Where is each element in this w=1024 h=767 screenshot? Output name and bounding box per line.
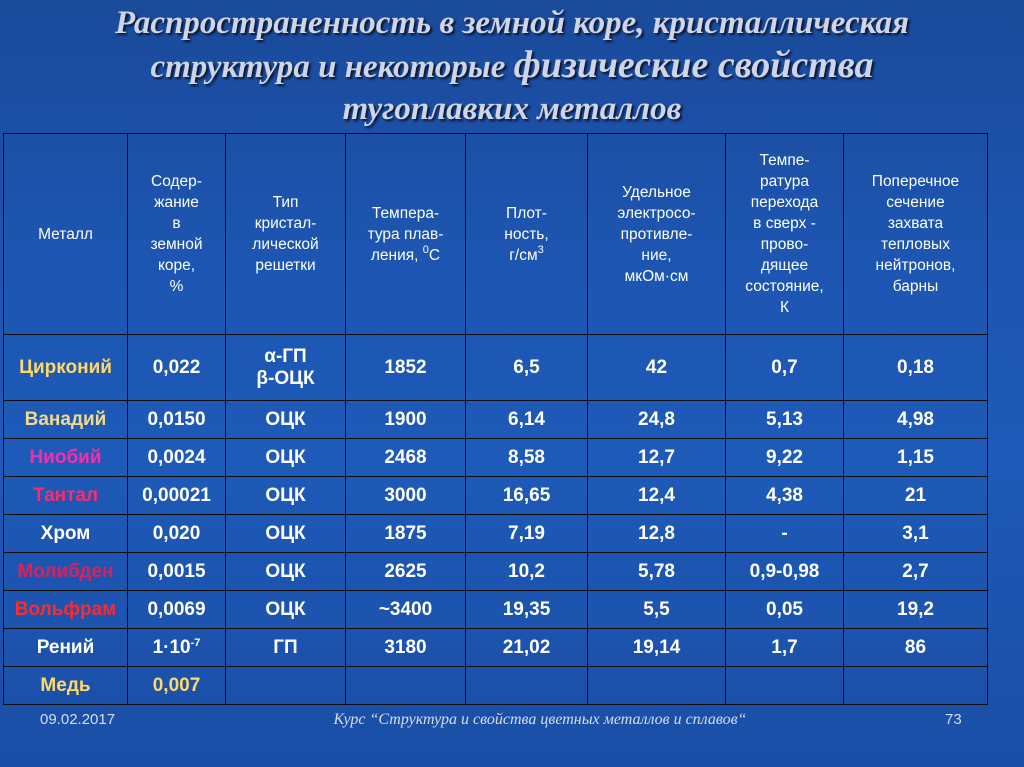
properties-table (3, 133, 988, 705)
table-cell (128, 591, 226, 629)
header-text: ратура (760, 173, 809, 190)
table-row (4, 629, 988, 667)
header-text: жание (154, 194, 199, 211)
table-cell: 19,35 (466, 591, 588, 629)
header-text: перехода (750, 194, 819, 211)
header-text: в сверх - (753, 215, 816, 232)
header-text: Удельное (622, 183, 691, 201)
header-text: кристал- (254, 215, 317, 232)
table-cell: 2,7 (844, 553, 988, 591)
column-header (588, 134, 726, 335)
column-header (726, 134, 844, 335)
lattice-type: ОЦК (265, 446, 306, 468)
table-cell: 3180 (346, 629, 466, 667)
table-cell (466, 667, 588, 705)
table-cell: 6,14 (466, 401, 588, 439)
header-text: ние, (641, 246, 672, 264)
table-cell: 42 (588, 335, 726, 401)
table-cell (226, 439, 346, 477)
table-cell: 9,22 (726, 439, 844, 477)
title-line-1: Распространенность в земной коре, кристаллическая (114, 5, 909, 41)
table-row (4, 335, 988, 401)
table-cell: 10,2 (466, 553, 588, 591)
lattice-type: ГП (273, 636, 298, 658)
abundance-value: 0,020 (152, 522, 201, 544)
header-text: электросо- (617, 204, 696, 222)
header-text: тура плав- (367, 225, 444, 243)
metal-name-cell: Тантал (4, 477, 128, 515)
table-row (4, 477, 988, 515)
header-text: земной (150, 236, 203, 253)
table-cell: ~3400 (346, 591, 466, 629)
table-cell: 1,15 (844, 439, 988, 477)
header-text: дящее (760, 257, 809, 274)
column-header (466, 134, 588, 335)
table-cell (226, 515, 346, 553)
table-header-row (4, 134, 988, 335)
header-text: % (169, 278, 184, 295)
metal-name-cell: Вольфрам (4, 591, 128, 629)
table-cell: 1900 (346, 401, 466, 439)
table-cell: 7,19 (466, 515, 588, 553)
table-cell: 19,2 (844, 591, 988, 629)
table-cell (128, 477, 226, 515)
table-cell (128, 629, 226, 667)
header-text: лической (252, 236, 319, 253)
column-header (128, 134, 226, 335)
table-cell: 12,4 (588, 477, 726, 515)
table-cell (128, 439, 226, 477)
header-text: мкОм·см (624, 267, 689, 285)
table-cell: 2468 (346, 439, 466, 477)
table-row (4, 439, 988, 477)
table-cell (226, 667, 346, 705)
table-cell: 5,5 (588, 591, 726, 629)
table-row (4, 515, 988, 553)
table-cell: 16,65 (466, 477, 588, 515)
table-cell: 12,8 (588, 515, 726, 553)
header-text: г/см (509, 246, 538, 264)
table-row (4, 591, 988, 629)
metal-name-cell: Ниобий (4, 439, 128, 477)
title-line-2a: структура и некоторые (150, 49, 514, 85)
lattice-type: ОЦК (265, 522, 306, 544)
table-row (4, 667, 988, 705)
metal-name-cell: Медь (4, 667, 128, 705)
table-cell: 1875 (346, 515, 466, 553)
table-cell (726, 667, 844, 705)
table-cell: 1852 (346, 335, 466, 401)
table-row (4, 553, 988, 591)
abundance-value: 0,022 (152, 356, 201, 378)
header-text: барны (892, 278, 939, 295)
header-text: состояние, (745, 278, 824, 295)
table-cell (128, 515, 226, 553)
header-text: ления, (370, 246, 423, 264)
header-text: решетки (255, 257, 316, 274)
table-cell: 12,7 (588, 439, 726, 477)
metal-name-cell: Рений (4, 629, 128, 667)
header-text: в (172, 215, 181, 232)
header-text: захвата (887, 215, 944, 232)
metal-name-cell: Молибден (4, 553, 128, 591)
abundance-value: 0,0150 (147, 408, 206, 430)
header-text: Плот- (506, 204, 547, 222)
header-text: сечение (886, 194, 945, 211)
table-cell: 4,38 (726, 477, 844, 515)
abundance-exponent: -7 (190, 636, 201, 649)
table-cell: 5,78 (588, 553, 726, 591)
table-cell (128, 667, 226, 705)
table-row (4, 401, 988, 439)
header-text: Металл (38, 225, 93, 243)
table-cell: 21,02 (466, 629, 588, 667)
abundance-value: 0,0015 (147, 560, 206, 582)
slide-title (20, 2, 1004, 127)
lattice-type: ОЦК (265, 408, 306, 430)
table-cell (128, 335, 226, 401)
table-cell (226, 335, 346, 401)
table-cell: 0,18 (844, 335, 988, 401)
table-cell: 21 (844, 477, 988, 515)
table-body (4, 335, 988, 705)
table-cell: 3,1 (844, 515, 988, 553)
table-cell: 5,13 (726, 401, 844, 439)
header-text: С (428, 246, 441, 264)
header-text: тепловых (881, 236, 950, 253)
header-superscript: 3 (537, 243, 544, 256)
table-cell: 3000 (346, 477, 466, 515)
lattice-type: β-ОЦК (256, 367, 315, 389)
header-text: противле- (620, 225, 693, 243)
metal-name-cell: Ванадий (4, 401, 128, 439)
table-cell: 6,5 (466, 335, 588, 401)
abundance-value: 0,0024 (147, 446, 206, 468)
table-cell: 4,98 (844, 401, 988, 439)
table-cell (226, 553, 346, 591)
table-cell: 24,8 (588, 401, 726, 439)
table-cell (226, 629, 346, 667)
table-cell (128, 401, 226, 439)
title-line-3: тугоплавких металлов (342, 91, 682, 127)
title-line-2 (150, 44, 874, 86)
table-cell: 1,7 (726, 629, 844, 667)
column-header (226, 134, 346, 335)
abundance-value: 0,007 (152, 674, 201, 696)
header-text: Содер- (151, 173, 202, 190)
table-cell: 2625 (346, 553, 466, 591)
table-cell (844, 667, 988, 705)
table-cell: 0,7 (726, 335, 844, 401)
table-cell (128, 553, 226, 591)
header-text: Поперечное (871, 173, 960, 190)
footer-course: Курс “Структура и свойства цветных металлов и сплавов“ (333, 711, 747, 728)
table-cell (226, 591, 346, 629)
metal-name-cell: Хром (4, 515, 128, 553)
metal-name-cell: Цирконий (4, 335, 128, 401)
header-text: ность, (504, 225, 549, 243)
table-cell: 0,9-0,98 (726, 553, 844, 591)
header-superscript: 0 (422, 243, 429, 256)
title-line-2b: физические свойства (513, 44, 874, 86)
header-text: Тип (272, 194, 299, 211)
header-text: нейтронов, (875, 257, 956, 274)
abundance-value: 0,0069 (147, 598, 206, 620)
lattice-type: ОЦК (265, 598, 306, 620)
column-header (844, 134, 988, 335)
lattice-type: ОЦК (265, 484, 306, 506)
abundance-value: 1·10 (152, 636, 191, 658)
footer-date: 09.02.2017 (40, 711, 116, 728)
header-text: прово- (760, 236, 809, 253)
table-cell (346, 667, 466, 705)
header-text: К (779, 299, 790, 316)
table-cell (226, 477, 346, 515)
header-text: Темпера- (371, 204, 440, 222)
abundance-value: 0,00021 (142, 484, 211, 506)
table-cell: 86 (844, 629, 988, 667)
table-cell: 19,14 (588, 629, 726, 667)
header-text: Темпе- (759, 152, 810, 169)
table-cell: 8,58 (466, 439, 588, 477)
table-cell: - (726, 515, 844, 553)
page-number: 73 (945, 711, 962, 728)
table-cell (588, 667, 726, 705)
table-cell (226, 401, 346, 439)
lattice-type: ОЦК (265, 560, 306, 582)
header-text: коре, (157, 257, 196, 274)
column-header (346, 134, 466, 335)
table-cell: 0,05 (726, 591, 844, 629)
column-header (4, 134, 128, 335)
lattice-type: α-ГП (264, 345, 307, 367)
